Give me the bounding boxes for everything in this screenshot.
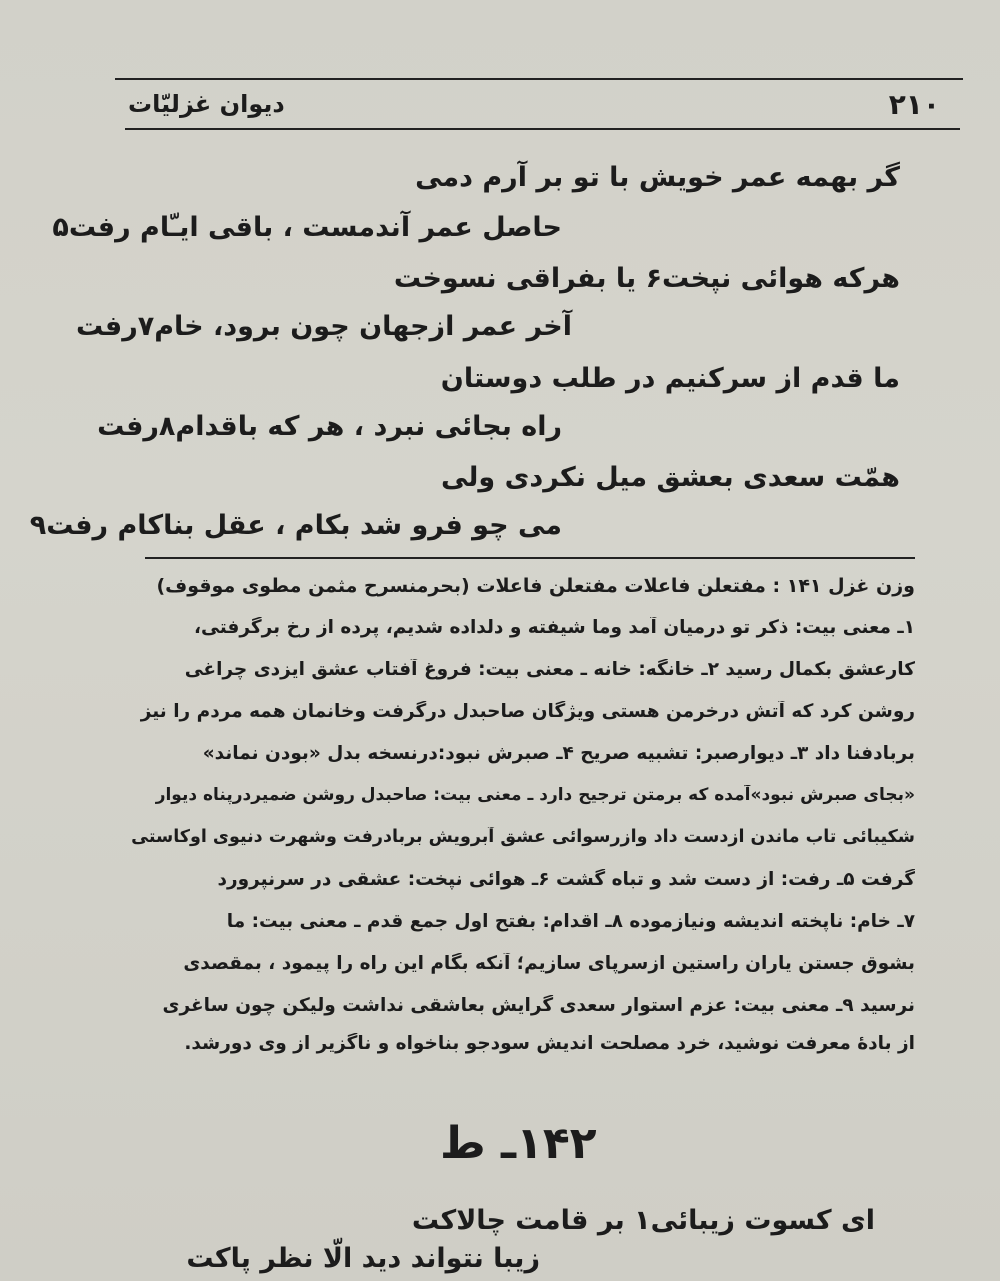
verse-line: می چو فرو شد بکام ، عقل بناکام رفت۹	[29, 510, 562, 541]
page-header	[120, 80, 970, 130]
verse-line: هرکه هوائی نپخت۶ یا بفراقی نسوخت	[393, 263, 900, 294]
verse-line: همّت سعدی بعشق میل نکردی ولی	[440, 462, 900, 493]
note-line: روشن کرد که آتش درخرمن هستی ویژگان صاحبدل درگرفت وخانمان همه مردم را نیز	[140, 701, 915, 722]
note-line: ۱ـ معنی بیت: ذکر تو درمیان آمد وما شیفته و دلداده شدیم، پرده از رخ برگرفتی،	[194, 617, 915, 638]
verse-line: راه بجائی نبرد ، هر که باقدام۸رفت	[97, 411, 562, 442]
note-line: «بجای صبرش نبود»آمده که برمتن ترجیح دارد ـ معنی بیت: صاحبدل روشن ضمیردرپناه دیوار	[155, 785, 915, 805]
page-number: ۲۱۰	[888, 88, 940, 121]
note-line: بربادفنا داد ۳ـ دیوارصبر: تشبیه صریح ۴ـ صبرش نبود:درنسخه بدل «بودن نماند»	[202, 743, 915, 764]
verse-line: ای کسوت زیبائی۱ بر قامت چالاکت	[411, 1205, 875, 1236]
note-line: از بادهٔ معرفت نوشید، خرد مصلحت اندیش سودجو بناخواه و ناگزیر از وی دورشد.	[184, 1033, 915, 1054]
note-line: کارعشق بکمال رسید ۲ـ خانگه: خانه ـ معنی بیت: فروغ آفتاب عشق ایزدی چراغی	[184, 659, 915, 680]
footnotes	[115, 575, 915, 1075]
verse-line: آخر عمر ازجهان چون برود، خام۷رفت	[75, 311, 572, 342]
verse-line: زیبا نتواند دید الّا نظر پاکت	[186, 1243, 540, 1274]
ghazal-number: ۱۴۲ـ ط	[440, 1118, 597, 1169]
note-line: ۷ـ خام: ناپخته اندیشه ونیازموده ۸ـ اقدام: بفتح اول جمع قدم ـ معنی بیت: ما	[226, 911, 915, 932]
note-line: وزن غزل ۱۴۱ : مفتعلن فاعلات مفتعلن فاعلات (بحرمنسرح مثمن مطوی موقوف)	[156, 575, 915, 597]
note-line: شکیبائی تاب ماندن ازدست داد وازرسوائی عشق آبرویش بربادرفت وشهرت دنیوی اوکاستی	[131, 827, 915, 847]
running-title: دیوان غزلیّات	[128, 90, 285, 118]
verse-line: ما قدم از سرکنیم در طلب دوستان	[440, 363, 900, 394]
verse-line: حاصل عمر آندمست ، باقی ایـّام رفت۵	[52, 212, 562, 243]
footnote-rule	[145, 557, 915, 559]
note-line: نرسید ۹ـ معنی بیت: عزم استوار سعدی گرایش بعاشقی نداشت ولیکن چون ساغری	[162, 995, 915, 1016]
verse-line: گر بهمه عمر خویش با تو بر آرم دمی	[415, 162, 900, 193]
note-line: بشوق جستن یاران راستین ازسرپای سازیم؛ آنکه بگام این راه را پیمود ، بمقصدی	[183, 953, 915, 974]
note-line: گرفت ۵ـ رفت: از دست شد و تباه گشت ۶ـ هوائی نپخت: عشقی در سرنپرورد	[217, 869, 915, 890]
